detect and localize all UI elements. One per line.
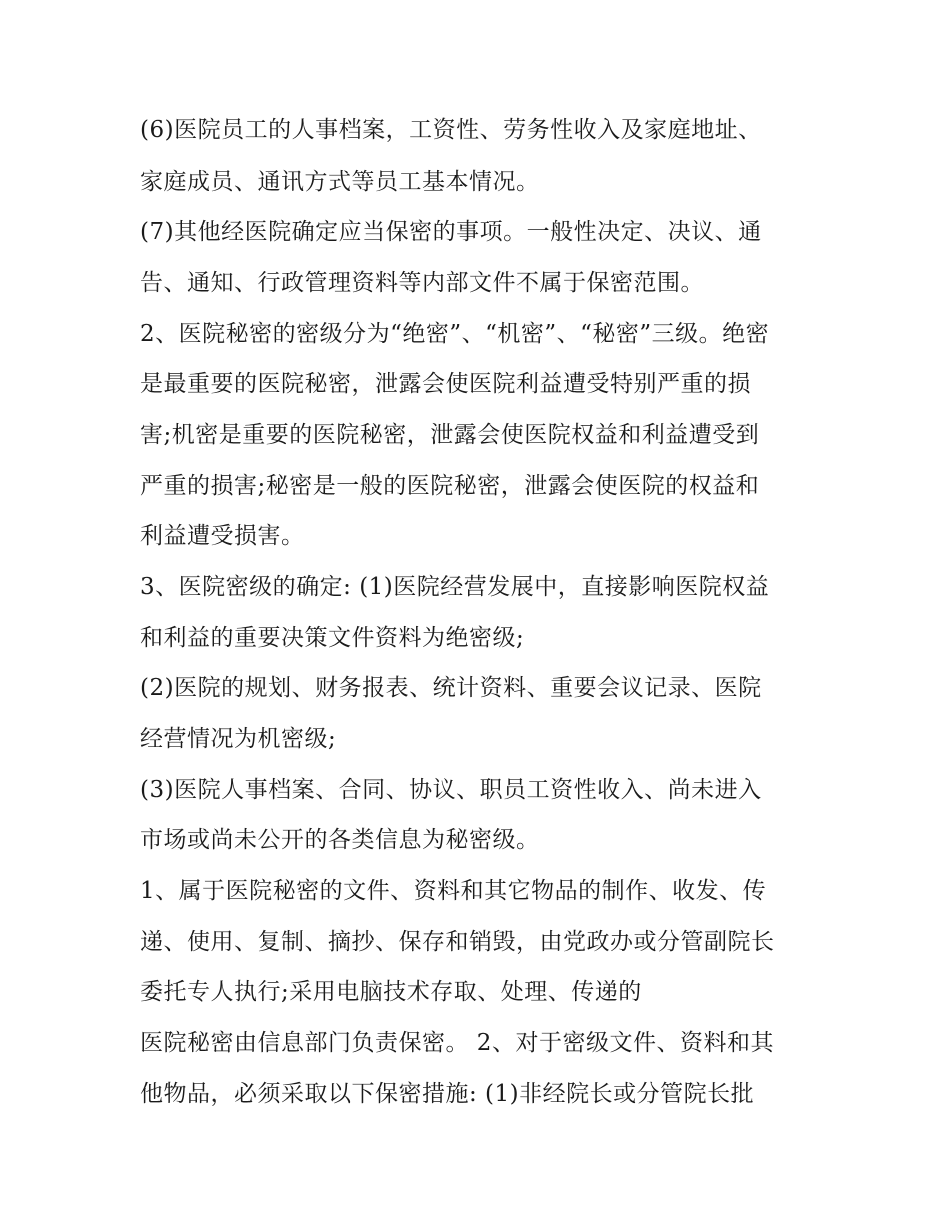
text-line: 利益遭受损害。 — [140, 523, 305, 549]
text-line: 他物品，必须采取以下保密措施: (1)非经院长或分管院长批 — [140, 1081, 755, 1107]
text-line: 委托专人执行;采用电脑技术存取、处理、传递的 — [140, 979, 642, 1005]
text-line: 是最重要的医院秘密，泄露会使医院利益遭受特别严重的损 — [140, 371, 751, 397]
text-line: (3)医院人事档案、合同、协议、职员工资性收入、尚未进入 — [140, 777, 762, 803]
text-line: 1、属于医院秘密的文件、资料和其它物品的制作、收发、传 — [140, 878, 767, 904]
text-line: 递、使用、复制、摘抄、保存和销毁，由党政办或分管副院长 — [140, 929, 775, 955]
text-line: 告、通知、行政管理资料等内部文件不属于保密范围。 — [140, 270, 704, 296]
text-line: 2、医院秘密的密级分为“绝密”、“机密”、“秘密”三级。绝密 — [140, 321, 770, 347]
text-line: 经营情况为机密级; — [140, 726, 337, 752]
text-line: 害;机密是重要的医院秘密，泄露会使医院权益和利益遭受到 — [140, 422, 760, 448]
text-line: 家庭成员、通讯方式等员工基本情况。 — [140, 169, 540, 195]
text-line: (6)医院员工的人事档案，工资性、劳务性收入及家庭地址、 — [140, 117, 762, 143]
text-line: (2)医院的规划、财务报表、统计资料、重要会议记录、医院 — [140, 675, 762, 701]
text-line: 严重的损害;秘密是一般的医院秘密，泄露会使医院的权益和 — [140, 473, 760, 499]
text-line: 医院秘密由信息部门负责保密。 2、对于密级文件、资料和其 — [140, 1030, 774, 1056]
text-line: (7)其他经医院确定应当保密的事项。一般性决定、决议、通 — [140, 219, 762, 245]
text-line: 和利益的重要决策文件资料为绝密级; — [140, 625, 525, 651]
text-line: 3、医院密级的确定: (1)医院经营发展中，直接影响医院权益 — [140, 574, 770, 600]
text-line: 市场或尚未公开的各类信息为秘密级。 — [140, 827, 540, 853]
